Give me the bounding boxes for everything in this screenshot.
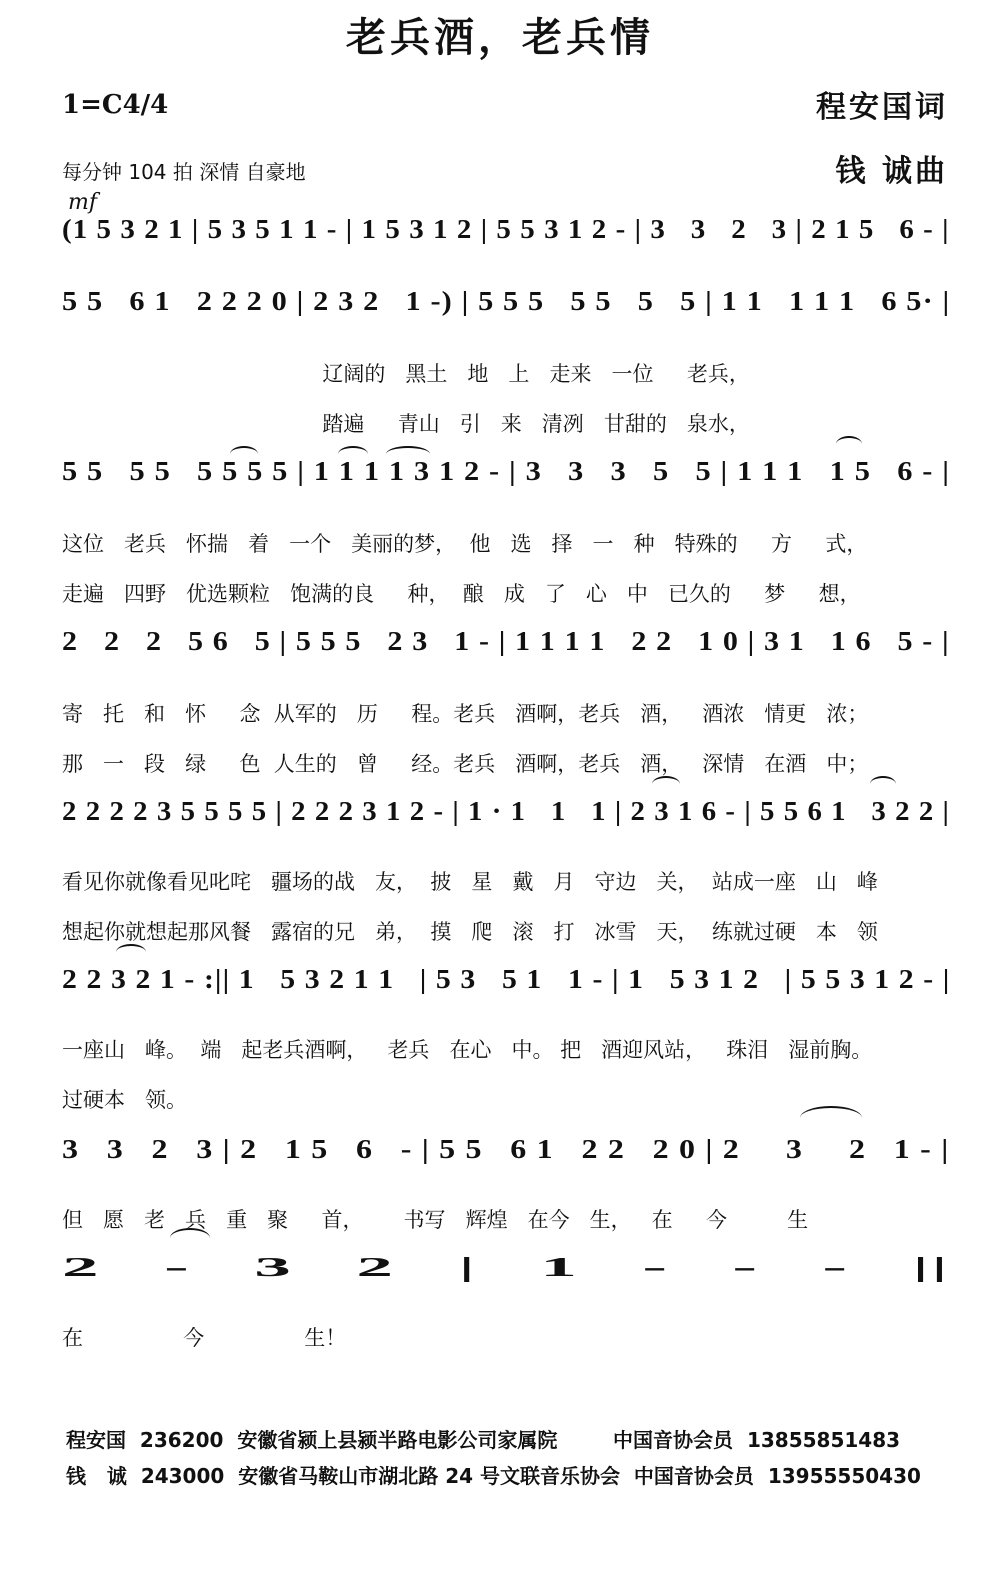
notation-row-8: 2 - 3 2 | 1 - - - || [62,1252,950,1282]
notation-row-1: (1 5 3 2 1 | 5 3 5 1 1 - | 1 5 3 1 2 | 5 5 3 1 2 - | 3 3 2 3 | 2 1 5 6 - | [62,214,950,244]
key-time-signature: 1=C4/4 [62,90,169,120]
dynamic-mark: mf [68,190,98,215]
notation-row-7: 3 3 2 3 | 2 1 5 6 - | 5 5 6 1 2 2 2 0 | 2 3 2 1 - | [62,1134,950,1164]
slur-mark [170,1228,210,1248]
slur-mark [870,776,896,792]
notation-row-2: 5 5 6 1 2 2 2 0 | 2 3 2 1 -) | 5 5 5 5 5 5 5 | 1 1 1 1 1 6 5· | [62,286,950,316]
lyric-row-4-verse-2: 那 一 段 绿 色 人生的 曾 经。老兵 酒啊，老兵 酒， 深情 在酒 中； [62,752,869,776]
composer-credit: 钱 诚曲 [835,154,948,189]
author-contact-lyricist: 程安国 236200 安徽省颍上县颍半路电影公司家属院 中国音协会员 13855851483 [66,1428,901,1452]
lyric-row-8: 在 今 生！ [62,1326,347,1350]
notation-row-6: 2 2 3 2 1 - :|| 1 5 3 2 1 1 | 5 3 5 1 1 - | 1 5 3 1 2 | 5 5 3 1 2 - | [62,964,950,994]
lyric-row-3-verse-1: 这位 老兵 怀揣 着 一个 美丽的梦， 他 选 择 一 种 特殊的 方 式， [62,532,868,556]
tempo-expression: 每分钟 104 拍 深情 自豪地 [62,160,306,184]
lyric-row-6-verse-1: 一座山 峰。 端 起老兵酒啊， 老兵 在心 中。 把 酒迎风站， 珠泪 湿前胸。 [62,1038,873,1062]
song-title: 老兵酒，老兵情 [346,14,654,61]
lyric-row-5-verse-1: 看见你就像看见叱咤 疆场的战 友， 披 星 戴 月 守边 关， 站成一座 山 峰 [62,870,878,894]
notation-row-3: 5 5 5 5 5 5 5 5 | 1 1 1 1 3 1 2 - | 3 3 3 5 5 | 1 1 1 1 5 6 - | [62,456,950,486]
author-contact-composer: 钱 诚 243000 安徽省马鞍山市湖北路 24 号文联音乐协会 中国音协会员 13955550430 [66,1464,921,1488]
lyric-row-4-verse-1: 寄 托 和 怀 念 从军的 历 程。老兵 酒啊，老兵 酒， 酒浓 情更 浓； [62,702,869,726]
lyric-row-2-verse-2: 踏遍 青山 引 来 清冽 甘甜的 泉水， [62,412,750,436]
lyric-row-5-verse-2: 想起你就想起那风餐 露宿的兄 弟， 摸 爬 滚 打 冰雪 天， 练就过硬 本 领 [62,920,878,944]
slur-mark [652,776,680,792]
lyric-row-3-verse-2: 走遍 四野 优选颗粒 饱满的良 种， 酿 成 了 心 中 已久的 梦 想， [62,582,861,606]
notation-row-4: 2 2 2 5 6 5 | 5 5 5 2 3 1 - | 1 1 1 1 2 2 1 0 | 3 1 1 6 5 - | [62,626,950,656]
slur-mark [836,436,862,452]
slur-mark [116,944,146,960]
lyric-row-6-verse-2: 过硬本 领。 [62,1088,188,1112]
slur-mark [800,1106,862,1130]
notation-row-5: 2 2 2 2 3 5 5 5 5 | 2 2 2 3 1 2 - | 1 · 1 1 1 | 2 3 1 6 - | 5 5 6 1 3 2 2 | [62,796,950,826]
lyric-row-7: 但 愿 老 兵 重 聚 首， 书写 辉煌 在今 生， 在 今 生 [62,1208,809,1232]
lyric-row-2-verse-1: 辽阔的 黑土 地 上 走来 一位 老兵， [62,362,750,386]
lyricist-credit: 程安国词 [816,90,948,125]
